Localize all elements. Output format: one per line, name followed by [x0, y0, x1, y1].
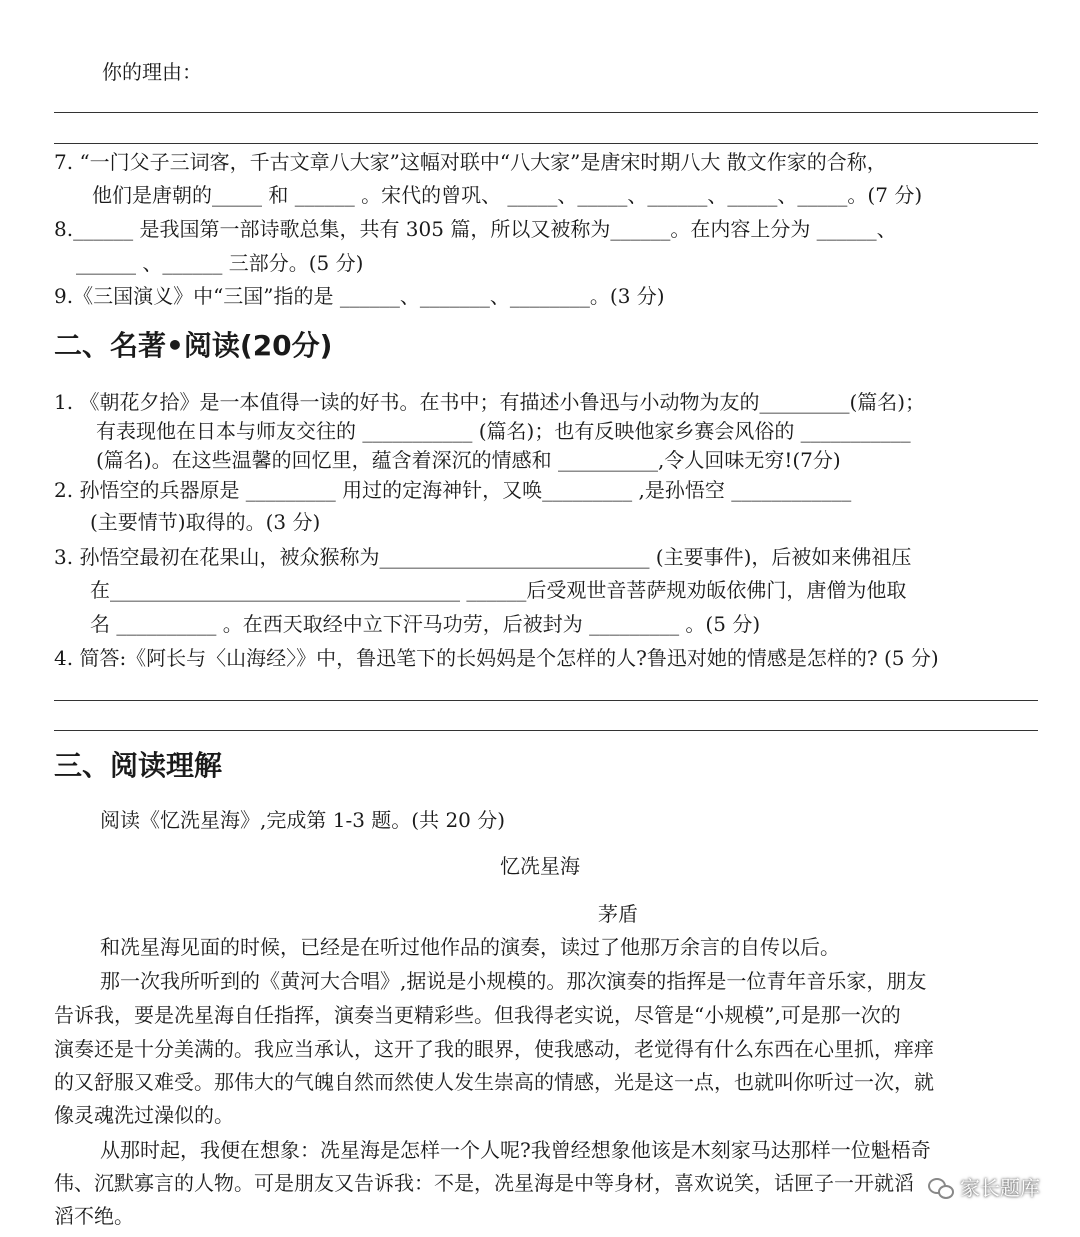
question-8-line-2: ______ 、______ 三部分。(5 分) — [76, 251, 364, 275]
answer-line[interactable] — [54, 730, 1038, 731]
section-2-q3-line-2: 在___________________________________ ______后受观世音菩萨规劝皈依佛门，唐僧为他取 — [90, 578, 907, 602]
paragraph-line: 滔不绝。 — [54, 1204, 134, 1228]
question-7-line-2: 他们是唐朝的_____ 和 ______ 。宋代的曾巩、 _____、_____、______、_____、_____。(7 分) — [92, 183, 923, 207]
section-2-q3-line-3: 名 __________ 。在西天取经中立下汗马功劳，后被封为 _________ 。(5 分) — [90, 612, 761, 636]
question-9-line-1: 9.《三国演义》中“三国”指的是 ______、_______、________。(3 分) — [54, 284, 665, 308]
paragraph-line: 那一次我所听到的《黄河大合唱》,据说是小规模的。那次演奏的指挥是一位青年音乐家，朋友 — [100, 969, 927, 993]
wechat-icon — [928, 1176, 954, 1198]
section-2-heading: 二、名著•阅读(20分) — [54, 329, 333, 362]
article-title: 忆冼星海 — [500, 854, 580, 878]
question-7-line-1: 7. “一门父子三词客，千古文章八大家”这幅对联中“八大家”是唐宋时期八大 散文作家的合称， — [54, 150, 887, 174]
answer-line[interactable] — [54, 700, 1038, 701]
section-2-q4-line-1: 4. 简答:《阿长与〈山海经〉》中，鲁迅笔下的长妈妈是个怎样的人?鲁迅对她的情感是怎样的? (5 分) — [54, 646, 939, 670]
paragraph-line: 伟、沉默寡言的人物。可是朋友又告诉我：不是，冼星海是中等身材，喜欢说笑，话匣子一开就滔 — [54, 1171, 914, 1195]
question-8-line-1: 8.______ 是我国第一部诗歌总集，共有 305 篇，所以又被称为______。在内容上分为 ______、 — [54, 217, 897, 241]
section-2-q1-line-3: (篇名)。在这些温馨的回忆里，蕴含着深沉的情感和 __________,令人回味无穷!(7分) — [96, 448, 841, 472]
section-2-q1-line-1: 1. 《朝花夕拾》是一本值得一读的好书。在书中；有描述小鲁迅与小动物为友的_________(篇名)； — [54, 390, 926, 414]
paragraph-line: 像灵魂洗过澡似的。 — [54, 1103, 234, 1127]
watermark — [928, 1172, 1040, 1201]
section-2-q1-line-2: 有表现他在日本与师友交往的 ___________ (篇名)；也有反映他家乡赛会风俗的 ___________ — [96, 419, 911, 443]
reason-label: 你的理由： — [102, 60, 202, 84]
reading-instruction: 阅读《忆洗星海》,完成第 1-3 题。(共 20 分) — [100, 808, 506, 832]
watermark-text: 家长题库 — [960, 1176, 1040, 1200]
article-author: 茅盾 — [598, 902, 638, 926]
section-3-heading: 三、阅读理解 — [54, 749, 223, 782]
paragraph-line: 演奏还是十分美满的。我应当承认，这开了我的眼界，使我感动，老觉得有什么东西在心里抓，痒痒 — [54, 1037, 934, 1061]
paragraph-line: 告诉我，要是冼星海自任指挥，演奏当更精彩些。但我得老实说，尽管是“小规模”,可是那一次的 — [54, 1003, 901, 1027]
paragraph-line: 的又舒服又难受。那伟大的气魄自然而然使人发生崇高的情感，光是这一点，也就叫你听过一次，就 — [54, 1070, 934, 1094]
section-2-q2-line-1: 2. 孙悟空的兵器原是 _________ 用过的定海神针，又唤_________ ,是孙悟空 ____________ — [54, 478, 852, 502]
paragraph-line: 和冼星海见面的时候，已经是在听过他作品的演奏，读过了他那万余言的自传以后。 — [100, 935, 840, 959]
section-2-q2-line-2: (主要情节)取得的。(3 分) — [90, 510, 321, 534]
answer-line[interactable] — [54, 143, 1038, 144]
answer-line[interactable] — [54, 112, 1038, 113]
section-2-q3-line-1: 3. 孙悟空最初在花果山，被众猴称为___________________________ (主要事件)，后被如来佛祖压 — [54, 545, 912, 569]
paragraph-line: 从那时起，我便在想象：冼星海是怎样一个人呢?我曾经想象他该是木刻家马达那样一位魁梧奇 — [100, 1138, 931, 1162]
